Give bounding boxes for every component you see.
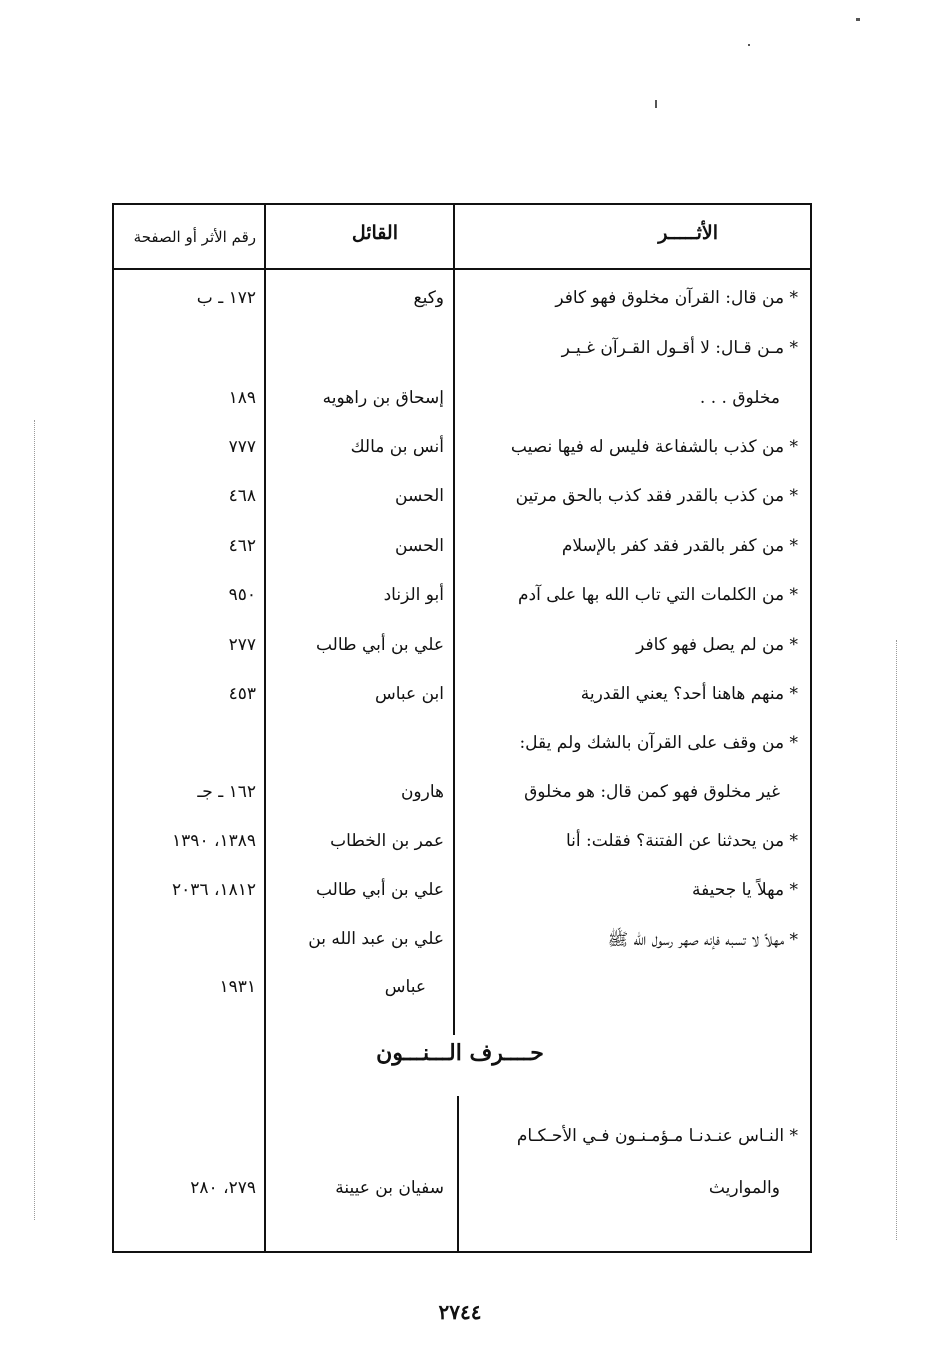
- qaail-text: الحسن: [395, 536, 444, 556]
- athar-text: * مهلاً يا جحيفة: [691, 880, 798, 900]
- page-number: ٢٧٤٤: [438, 1300, 482, 1324]
- athar-text: * من الكلمات التي تاب الله بها على آدم: [518, 585, 798, 605]
- table-row: [0, 1178, 928, 1216]
- table-row: [0, 929, 928, 967]
- ref-text: ١٧٢ ـ ب: [196, 288, 256, 308]
- table-row: [0, 536, 928, 574]
- table-row: [0, 288, 928, 326]
- ref-text: ٤٥٣: [228, 684, 256, 704]
- ref-text: ١٨١٢، ٢٠٣٦: [172, 880, 256, 900]
- table-row: [0, 733, 928, 771]
- table-row: [0, 880, 928, 918]
- ref-text: ١٨٩: [228, 388, 256, 408]
- ref-text: ٢٧٩، ٢٨٠: [190, 1178, 256, 1198]
- athar-text: * النـاس عنـدنـا مـؤمـنـون فـي الأحـكـام: [516, 1126, 798, 1146]
- athar-text: والمواريث: [708, 1178, 780, 1198]
- table-row: [0, 635, 928, 673]
- table-row: [0, 388, 928, 426]
- athar-text: * من لم يصل فهو كافر: [636, 635, 798, 655]
- ref-text: ٤٦٢: [228, 536, 256, 556]
- athar-text: * من قال: القرآن مخلوق فهو كافر: [555, 288, 798, 308]
- athar-text: * مهلاً لا تسبه فإنه صهر رسول الله ﷺ: [607, 930, 798, 950]
- qaail-text: الحسن: [395, 486, 444, 506]
- qaail-text: وكيع: [413, 288, 444, 308]
- qaail-text: أبو الزناد: [383, 585, 444, 605]
- qaail-text: أنس بن مالك: [350, 437, 444, 457]
- table-row: [0, 977, 928, 1015]
- athar-text: غير مخلوق فهو كمن قال: هو مخلوق: [524, 782, 780, 802]
- header-qaail: القائل: [351, 222, 398, 244]
- table-row: [0, 338, 928, 376]
- table-row: [0, 782, 928, 820]
- athar-text: * منهم هاهنا أحد؟ يعني القدرية: [580, 684, 798, 704]
- ref-text: ٩٥٠: [228, 585, 256, 605]
- qaail-text: هارون: [400, 782, 444, 802]
- table-row: [0, 486, 928, 524]
- qaail-text: عباس: [384, 977, 426, 997]
- header-athar: الأثـــــر: [658, 222, 718, 244]
- qaail-text: علي بن عبد الله بن: [308, 929, 444, 949]
- scan-speck: [748, 44, 750, 46]
- section-heading-noon: حــــرف الـــنـــون: [376, 1040, 544, 1066]
- athar-text: * من وقف على القرآن بالشك ولم يقل:: [519, 733, 798, 753]
- table-row: [0, 585, 928, 623]
- ref-text: ١٩٣١: [219, 977, 256, 997]
- ref-text: ٤٦٨: [228, 486, 256, 506]
- athar-text: * من يحدثنا عن الفتنة؟ فقلت: أنا: [565, 831, 798, 851]
- qaail-text: عمر بن الخطاب: [330, 831, 444, 851]
- ref-text: ٧٧٧: [228, 437, 256, 457]
- qaail-text: علي بن أبي طالب: [315, 635, 444, 655]
- ref-text: ١٣٨٩، ١٣٩٠: [172, 831, 256, 851]
- qaail-text: علي بن أبي طالب: [315, 880, 444, 900]
- header-separator: [112, 268, 812, 270]
- qaail-text: إسحاق بن راهويه: [322, 388, 444, 408]
- ref-text: ٢٧٧: [228, 635, 256, 655]
- table-row: [0, 831, 928, 869]
- ref-text: ١٦٢ ـ جـ: [197, 782, 256, 802]
- table-row: [0, 1126, 928, 1164]
- table-row: [0, 437, 928, 475]
- scan-speck: [655, 100, 657, 108]
- athar-text: * من كذب بالقدر فقد كذب بالحق مرتين: [515, 486, 798, 506]
- athar-text: * من كذب بالشفاعة فليس له فيها نصيب: [510, 437, 798, 457]
- qaail-text: ابن عباس: [374, 684, 444, 704]
- column-divider-athar: [457, 1096, 459, 1251]
- table-row: [0, 684, 928, 722]
- athar-text: * مـن قـال: لا أقـول القـرآن غـيـر: [561, 338, 798, 358]
- qaail-text: سفيان بن عيينة: [335, 1178, 444, 1198]
- scan-speck: [856, 18, 860, 21]
- athar-text: مخلوق . . .: [699, 388, 780, 408]
- athar-text: * من كفر بالقدر فقد كفر بالإسلام: [561, 536, 798, 556]
- header-ref: رقم الأثر أو الصفحة: [133, 228, 256, 246]
